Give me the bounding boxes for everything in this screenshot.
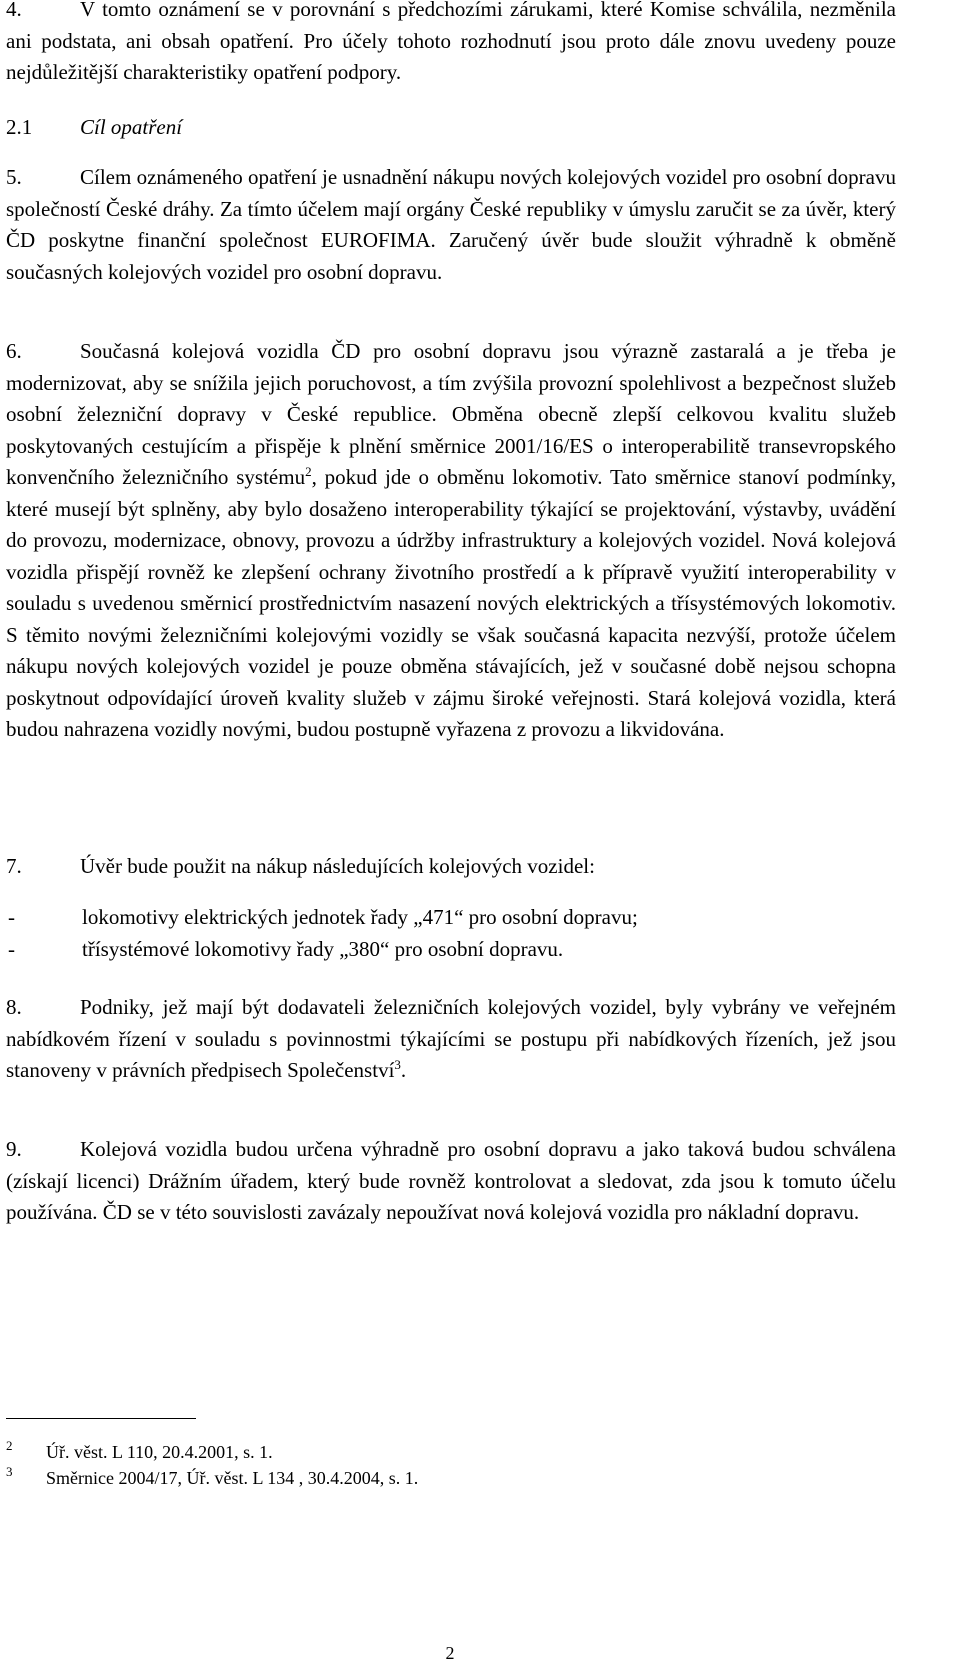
paragraph-number: 5. bbox=[6, 165, 22, 189]
paragraph-4 bbox=[6, 0, 896, 89]
paragraph-number: 9. bbox=[6, 1137, 22, 1161]
paragraph-5 bbox=[6, 162, 896, 288]
paragraph-text: Kolejová vozidla budou určena výhradně pro osobní dopravu a jako taková budou schválena (získají licenci) Drážním úřadem, který bude rovněž kontrolovat a sledovat, zda jsou k tomuto účelu používána. ČD se v této souvislosti zavázaly nepoužívat nová kolejová vozidla pro nákladní dopravu. bbox=[6, 1137, 896, 1224]
footnote-mark: 3 bbox=[6, 1464, 13, 1479]
footnote-reference: 3 bbox=[394, 1057, 401, 1072]
list-item bbox=[6, 934, 896, 966]
footnote bbox=[6, 1440, 886, 1464]
footnote bbox=[6, 1466, 886, 1490]
footnote-divider bbox=[6, 1418, 196, 1419]
paragraph-text: Cílem oznámeného opatření je usnadnění nákupu nových kolejových vozidel pro osobní dopravu společností České dráhy. Za tímto účelem mají orgány České republiky v úmyslu zaručit se za úvěr, který ČD poskytne finanční společnost EUROFIMA. Zaručený úvěr bude sloužit výhradně k obměně současných kolejových vozidel pro osobní dopravu. bbox=[6, 165, 896, 284]
page-number: 2 bbox=[445, 1643, 455, 1663]
paragraph-number: 8. bbox=[6, 995, 22, 1019]
section-title: Cíl opatření bbox=[80, 115, 183, 139]
paragraph-9 bbox=[6, 1134, 896, 1229]
list-item-text: třísystémové lokomotivy řady „380“ pro osobní dopravu. bbox=[82, 936, 564, 961]
list-dash: - bbox=[8, 936, 15, 961]
list-item bbox=[6, 902, 896, 934]
paragraph-6 bbox=[6, 336, 896, 746]
section-heading bbox=[6, 112, 896, 144]
paragraph-8 bbox=[6, 992, 896, 1087]
paragraph-number: 4. bbox=[6, 0, 22, 21]
paragraph-number: 7. bbox=[6, 854, 22, 878]
footnote-reference: 2 bbox=[305, 464, 312, 479]
footnote-text: Úř. věst. L 110, 20.4.2001, s. 1. bbox=[46, 1442, 273, 1462]
paragraph-number: 6. bbox=[6, 339, 22, 363]
paragraph-text-part-b: , pokud jde o obměnu lokomotiv. Tato směrnice stanoví podmínky, které musejí být splněny, aby bylo dosaženo interoperability týkající se projektování, výstavby, uvádění do provozu, modernizace, obnovy, provozu a údržby infrastruktury a kolejových vozidel. Nová kolejová vozidla přispějí rovněž ke zlepšení ochrany životního prostředí a k přípravě využití interoperability v souladu s uvedenou směrnicí prostřednictvím nasazení nových elektrických a třísystémových lokomotiv. S těmito novými železničními kolejovými vozidly se však současná kapacita nezvýší, protože účelem nákupu nových kolejových vozidel je pouze obměna stávajících, jež v současné době nejsou schopna poskytnout odpovídající úroveň kvality služeb v zájmu široké veřejnosti. Stará kolejová vozidla, která budou nahrazena vozidly novými, budou postupně vyřazena z provozu a likvidována. bbox=[6, 465, 897, 741]
paragraph-text-part-a: Podniky, jež mají být dodavateli železničních kolejových vozidel, byly vybrány ve veřejném nabídkovém řízení v souladu s povinnostmi týkajícími se postupu při nabídkových řízeních, jež jsou stanoveny v právních předpisech Společenství bbox=[6, 995, 896, 1082]
footnote-text: Směrnice 2004/17, Úř. věst. L 134 , 30.4.2004, s. 1. bbox=[46, 1468, 419, 1488]
list-dash: - bbox=[8, 905, 15, 929]
paragraph-text-part-a: Současná kolejová vozidla ČD pro osobní dopravu jsou výrazně zastaralá a je třeba je modernizovat, aby se snížila jejich poruchovost, a tím zvýšila provozní spolehlivost a bezpečnost služeb osobní železniční dopravy v České republice. Obměna obecně zlepší celkovou kvalitu služeb poskytovaných cestujícím a přispěje k plnění směrnice 2001/16/ES o interoperabilitě transevropského konvenčního železničního systému bbox=[6, 339, 896, 489]
paragraph-text: V tomto oznámení se v porovnání s předchozími zárukami, které Komise schválila, nezměnila ani podstata, ani obsah opatření. Pro účely tohoto rozhodnutí jsou proto dále znovu uvedeny pouze nejdůležitější charakteristiky opatření podpory. bbox=[6, 0, 896, 84]
list-item-text: lokomotivy elektrických jednotek řady „471“ pro osobní dopravu; bbox=[82, 905, 638, 929]
section-number: 2.1 bbox=[6, 115, 33, 139]
paragraph-text: Úvěr bude použit na nákup následujících kolejových vozidel: bbox=[80, 854, 595, 878]
footnote-mark: 2 bbox=[6, 1438, 13, 1453]
vehicle-list bbox=[6, 902, 896, 965]
paragraph-text-part-b: . bbox=[400, 1058, 407, 1082]
paragraph-7 bbox=[6, 851, 896, 883]
